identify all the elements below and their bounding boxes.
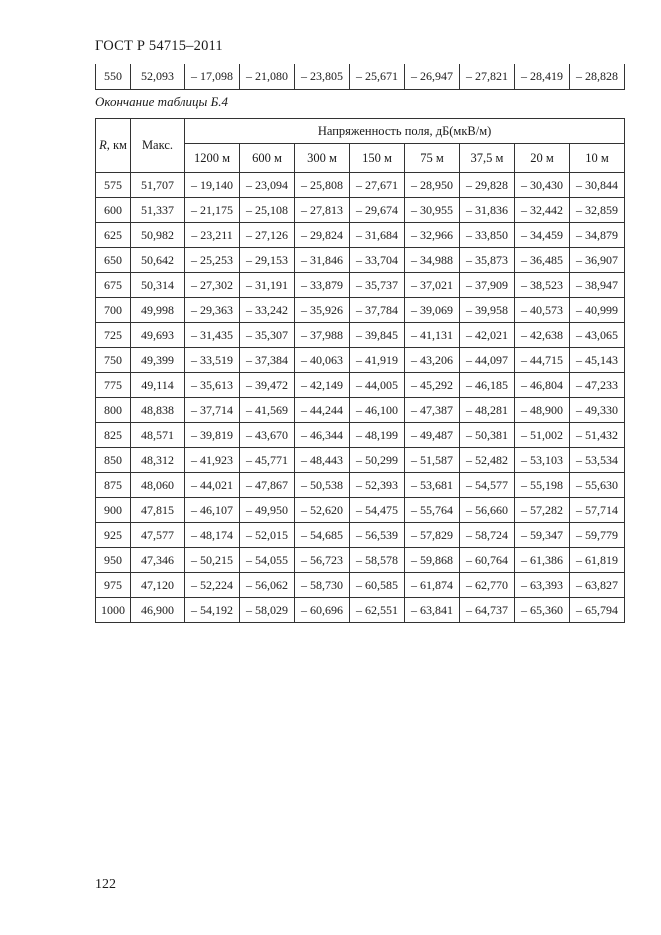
value-cell: – 31,684 [350,223,405,248]
value-cell: – 59,868 [405,548,460,573]
table-row [96,548,625,573]
value-cell: – 37,784 [350,298,405,323]
value-cell: – 62,770 [460,573,515,598]
value-cell: – 29,828 [460,173,515,198]
value-cell: – 53,681 [405,473,460,498]
table-row [96,223,625,248]
value-cell: – 51,587 [405,448,460,473]
max-cell: 47,577 [131,523,185,548]
max-cell: 46,900 [131,598,185,623]
height-column-header: 20 м [515,144,570,173]
value-cell: – 41,919 [350,348,405,373]
value-cell: – 34,459 [515,223,570,248]
value-cell: – 52,015 [240,523,295,548]
max-cell: 47,346 [131,548,185,573]
value-cell: – 55,630 [570,473,625,498]
distance-cell: 1000 [96,598,131,623]
max-cell: 49,114 [131,373,185,398]
value-cell: – 59,347 [515,523,570,548]
value-cell: – 27,126 [240,223,295,248]
value-cell: – 57,829 [405,523,460,548]
value-cell: – 33,704 [350,248,405,273]
height-column-header: 1200 м [185,144,240,173]
value-cell: – 29,824 [295,223,350,248]
value-cell: – 34,988 [405,248,460,273]
table-cell: 550 [96,64,131,90]
distance-cell: 950 [96,548,131,573]
value-cell: – 35,926 [295,298,350,323]
value-cell: – 42,021 [460,323,515,348]
value-cell: – 31,435 [185,323,240,348]
value-cell: – 53,103 [515,448,570,473]
table-cell: – 27,821 [460,64,515,90]
max-cell: 49,998 [131,298,185,323]
max-cell: 48,838 [131,398,185,423]
value-cell: – 45,771 [240,448,295,473]
table-cell: – 17,098 [185,64,240,90]
value-cell: – 38,947 [570,273,625,298]
distance-cell: 825 [96,423,131,448]
distance-cell: 975 [96,573,131,598]
distance-cell: 775 [96,373,131,398]
value-cell: – 45,143 [570,348,625,373]
max-column-header: Макс. [131,119,185,173]
value-cell: – 53,534 [570,448,625,473]
value-cell: – 48,900 [515,398,570,423]
value-cell: – 55,764 [405,498,460,523]
value-cell: – 57,714 [570,498,625,523]
distance-cell: 600 [96,198,131,223]
value-cell: – 43,670 [240,423,295,448]
value-cell: – 25,808 [295,173,350,198]
value-cell: – 27,302 [185,273,240,298]
height-column-header: 75 м [405,144,460,173]
page-number: 122 [95,877,116,892]
value-cell: – 39,472 [240,373,295,398]
height-column-header: 150 м [350,144,405,173]
document-header: ГОСТ Р 54715–2011 [95,38,223,54]
distance-cell: 875 [96,473,131,498]
value-cell: – 50,538 [295,473,350,498]
table-row [96,273,625,298]
value-cell: – 27,813 [295,198,350,223]
value-cell: – 58,724 [460,523,515,548]
value-cell: – 58,029 [240,598,295,623]
field-strength-group-header: Напряженность поля, дБ(мкВ/м) [185,119,625,144]
value-cell: – 63,827 [570,573,625,598]
table-cell: – 23,805 [295,64,350,90]
value-cell: – 37,714 [185,398,240,423]
distance-column-header [96,119,131,173]
distance-symbol: R [99,138,107,152]
value-cell: – 45,292 [405,373,460,398]
value-cell: – 65,794 [570,598,625,623]
value-cell: – 38,523 [515,273,570,298]
value-cell: – 48,443 [295,448,350,473]
table-row [96,64,625,90]
value-cell: – 35,613 [185,373,240,398]
max-cell: 50,642 [131,248,185,273]
distance-cell: 800 [96,398,131,423]
value-cell: – 57,282 [515,498,570,523]
table-row [96,498,625,523]
value-cell: – 54,055 [240,548,295,573]
table-row [96,173,625,198]
value-cell: – 40,063 [295,348,350,373]
height-column-header: 600 м [240,144,295,173]
value-cell: – 30,955 [405,198,460,223]
table-row [96,598,625,623]
value-cell: – 25,253 [185,248,240,273]
value-cell: – 46,185 [460,373,515,398]
max-cell: 49,693 [131,323,185,348]
value-cell: – 29,363 [185,298,240,323]
value-cell: – 30,430 [515,173,570,198]
value-cell: – 47,233 [570,373,625,398]
table-row [96,248,625,273]
height-column-header: 300 м [295,144,350,173]
value-cell: – 42,149 [295,373,350,398]
value-cell: – 23,094 [240,173,295,198]
table-cell: – 28,419 [515,64,570,90]
value-cell: – 37,384 [240,348,295,373]
table-cell: – 25,671 [350,64,405,90]
value-cell: – 44,715 [515,348,570,373]
table-row [96,348,625,373]
value-cell: – 48,199 [350,423,405,448]
value-cell: – 48,174 [185,523,240,548]
value-cell: – 21,175 [185,198,240,223]
value-cell: – 31,846 [295,248,350,273]
value-cell: – 50,215 [185,548,240,573]
distance-cell: 675 [96,273,131,298]
value-cell: – 63,393 [515,573,570,598]
value-cell: – 47,387 [405,398,460,423]
value-cell: – 51,432 [570,423,625,448]
value-cell: – 37,021 [405,273,460,298]
value-cell: – 49,487 [405,423,460,448]
value-cell: – 54,577 [460,473,515,498]
value-cell: – 49,950 [240,498,295,523]
value-cell: – 61,874 [405,573,460,598]
value-cell: – 32,859 [570,198,625,223]
value-cell: – 40,999 [570,298,625,323]
value-cell: – 42,638 [515,323,570,348]
value-cell: – 46,804 [515,373,570,398]
value-cell: – 52,482 [460,448,515,473]
value-cell: – 52,620 [295,498,350,523]
value-cell: – 28,950 [405,173,460,198]
distance-cell: 625 [96,223,131,248]
distance-cell: 575 [96,173,131,198]
table-row [96,423,625,448]
max-cell: 47,120 [131,573,185,598]
value-cell: – 41,131 [405,323,460,348]
field-strength-table [95,118,625,623]
distance-cell: 850 [96,448,131,473]
value-cell: – 56,539 [350,523,405,548]
value-cell: – 54,685 [295,523,350,548]
distance-cell: 750 [96,348,131,373]
value-cell: – 52,224 [185,573,240,598]
max-cell: 51,707 [131,173,185,198]
value-cell: – 46,100 [350,398,405,423]
table-row [96,298,625,323]
value-cell: – 35,307 [240,323,295,348]
value-cell: – 61,819 [570,548,625,573]
value-cell: – 29,153 [240,248,295,273]
value-cell: – 34,879 [570,223,625,248]
value-cell: – 25,108 [240,198,295,223]
value-cell: – 46,107 [185,498,240,523]
value-cell: – 44,244 [295,398,350,423]
value-cell: – 48,281 [460,398,515,423]
value-cell: – 50,381 [460,423,515,448]
distance-cell: 650 [96,248,131,273]
value-cell: – 47,867 [240,473,295,498]
value-cell: – 35,873 [460,248,515,273]
value-cell: – 58,578 [350,548,405,573]
value-cell: – 37,988 [295,323,350,348]
value-cell: – 32,966 [405,223,460,248]
value-cell: – 54,192 [185,598,240,623]
value-cell: – 31,836 [460,198,515,223]
max-cell: 48,571 [131,423,185,448]
table-row [96,373,625,398]
max-cell: 48,060 [131,473,185,498]
value-cell: – 41,923 [185,448,240,473]
value-cell: – 35,737 [350,273,405,298]
table-cell: – 26,947 [405,64,460,90]
value-cell: – 33,879 [295,273,350,298]
distance-cell: 725 [96,323,131,348]
value-cell: – 39,845 [350,323,405,348]
table-cell: – 28,828 [570,64,625,90]
value-cell: – 44,005 [350,373,405,398]
value-cell: – 63,841 [405,598,460,623]
value-cell: – 54,475 [350,498,405,523]
value-cell: – 50,299 [350,448,405,473]
value-cell: – 39,069 [405,298,460,323]
height-column-header: 37,5 м [460,144,515,173]
value-cell: – 33,850 [460,223,515,248]
value-cell: – 62,551 [350,598,405,623]
table-caption: Окончание таблицы Б.4 [95,94,228,109]
table-row [96,473,625,498]
value-cell: – 40,573 [515,298,570,323]
value-cell: – 44,021 [185,473,240,498]
value-cell: – 59,779 [570,523,625,548]
value-cell: – 60,764 [460,548,515,573]
value-cell: – 33,519 [185,348,240,373]
table-row [96,198,625,223]
value-cell: – 30,844 [570,173,625,198]
table-row [96,573,625,598]
value-cell: – 43,206 [405,348,460,373]
value-cell: – 23,211 [185,223,240,248]
max-cell: 48,312 [131,448,185,473]
value-cell: – 27,671 [350,173,405,198]
value-cell: – 46,344 [295,423,350,448]
value-cell: – 61,386 [515,548,570,573]
value-cell: – 39,819 [185,423,240,448]
value-cell: – 51,002 [515,423,570,448]
table-row [96,323,625,348]
distance-unit: , км [106,138,127,152]
max-cell: 51,337 [131,198,185,223]
value-cell: – 65,360 [515,598,570,623]
height-column-header: 10 м [570,144,625,173]
value-cell: – 39,958 [460,298,515,323]
value-cell: – 60,696 [295,598,350,623]
value-cell: – 29,674 [350,198,405,223]
value-cell: – 56,660 [460,498,515,523]
value-cell: – 41,569 [240,398,295,423]
value-cell: – 36,485 [515,248,570,273]
value-cell: – 58,730 [295,573,350,598]
max-cell: 49,399 [131,348,185,373]
table-row [96,523,625,548]
value-cell: – 44,097 [460,348,515,373]
distance-cell: 900 [96,498,131,523]
table-row [96,448,625,473]
max-cell: 50,314 [131,273,185,298]
max-cell: 47,815 [131,498,185,523]
value-cell: – 56,723 [295,548,350,573]
value-cell: – 43,065 [570,323,625,348]
value-cell: – 33,242 [240,298,295,323]
max-cell: 50,982 [131,223,185,248]
value-cell: – 60,585 [350,573,405,598]
value-cell: – 19,140 [185,173,240,198]
value-cell: – 32,442 [515,198,570,223]
value-cell: – 49,330 [570,398,625,423]
distance-cell: 925 [96,523,131,548]
table-cell: – 21,080 [240,64,295,90]
table-row [96,398,625,423]
value-cell: – 36,907 [570,248,625,273]
distance-cell: 700 [96,298,131,323]
value-cell: – 52,393 [350,473,405,498]
value-cell: – 31,191 [240,273,295,298]
value-cell: – 64,737 [460,598,515,623]
value-cell: – 56,062 [240,573,295,598]
table-cell: 52,093 [131,64,185,90]
previous-page-table-tail [95,64,625,90]
value-cell: – 37,909 [460,273,515,298]
value-cell: – 55,198 [515,473,570,498]
